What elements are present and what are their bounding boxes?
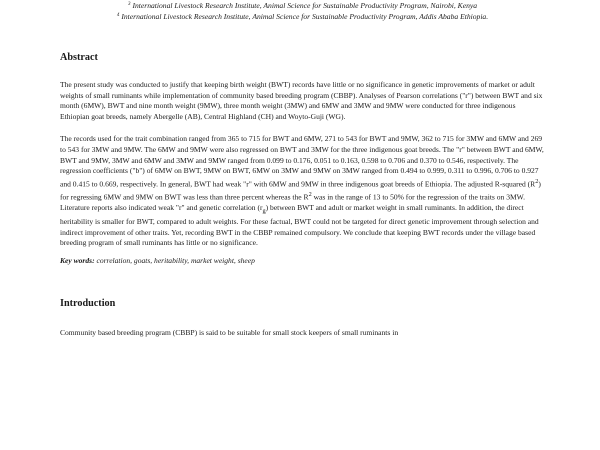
keywords-list: correlation, goats, heritability, market weight, sheep xyxy=(94,255,255,265)
affiliation-line: $^3$ International Livestock Research Institute, Animal Science for Sustainable Productivity Program, Nairobi, Kenya xyxy=(127,1,478,10)
abstract-paragraph: The present study was conducted to justify that keeping birth weight (BWT) records have little or no significance in genetic improvements of market or adult weights of small ruminants while implementation of community based breeding program (CBBP). Analyses of Pearson correlations ("r") between BWT and six month (6MW), BWT and nine month weight (9MW), three month weight (3MW) and 6MW and 3MW and 9MW were conducted for three indigenous Ethiopian goat breeds, namely Abergelle (AB), Central Highland (CH) and Woyto-Guji (WG). xyxy=(60,80,543,121)
affiliation-line: $^4$ International Livestock Research Institute, Animal Science for Sustainable Productivity Program, Addis Ababa Ethiopia. xyxy=(116,12,489,21)
keywords-label: Key words: xyxy=(60,255,95,265)
introduction-heading: Introduction xyxy=(60,298,116,310)
abstract-paragraph: The records used for the trait combination ranged from 365 to 715 for BWT and 6MW, 271 to 543 for BWT and 9MW, 362 to 715 for 3MW and 6MW and 269 to 543 for 3MW and 9MW. The 6MW and 9MW were also regressed on BWT and 3MW for the three indigenous goat breeds. The "r" between BWT and 6MW, BWT and 9MW, 3MW and 6MW and 3MW and 9MW ranged from 0.099 to 0.176, 0.051 to 0.163, 0.598 to 0.706 and 0.370 to 0.546, respectively. The regression coefficients ("b") of 6MW on BWT, 9MW on BWT, 6MW on 3MW and 9MW on 3MW ranged from 0.494 to 0.999, 0.311 to 0.996, 0.706 to 0.927 and 0.415 to 0.669, respectively. In general, BWT had weak "r" with 6MW and 9MW in three indigenous goat breeds of Ethiopia. The adjusted R-squared $(R^2)$ for regressing 6MW and 9MW on BWT was less than three percent whereas the $R^2$ was in the range of 13 to 50% for the regression of the traits on 3MW. Literature reports also indicated weak "r" and genetic correlation $(r_g)$ between BWT and adult or market weight in small ruminants. In addition, the direct heritability is smaller for BWT, compared to adult weights. For these factual, BWT could not be targeted for direct genetic improvement through selection and indirect improvement of other traits. Yet, recording BWT in the CBBP remained compulsory. We conclude that keeping BWT records under the village based breeding program of small ruminants has little or no significance. xyxy=(60,134,544,248)
keywords-line xyxy=(60,256,545,267)
introduction-paragraph: Community based breeding program (CBBP) is said to be suitable for small stock keepers of small ruminants in xyxy=(60,328,399,338)
abstract-heading: Abstract xyxy=(60,52,98,63)
